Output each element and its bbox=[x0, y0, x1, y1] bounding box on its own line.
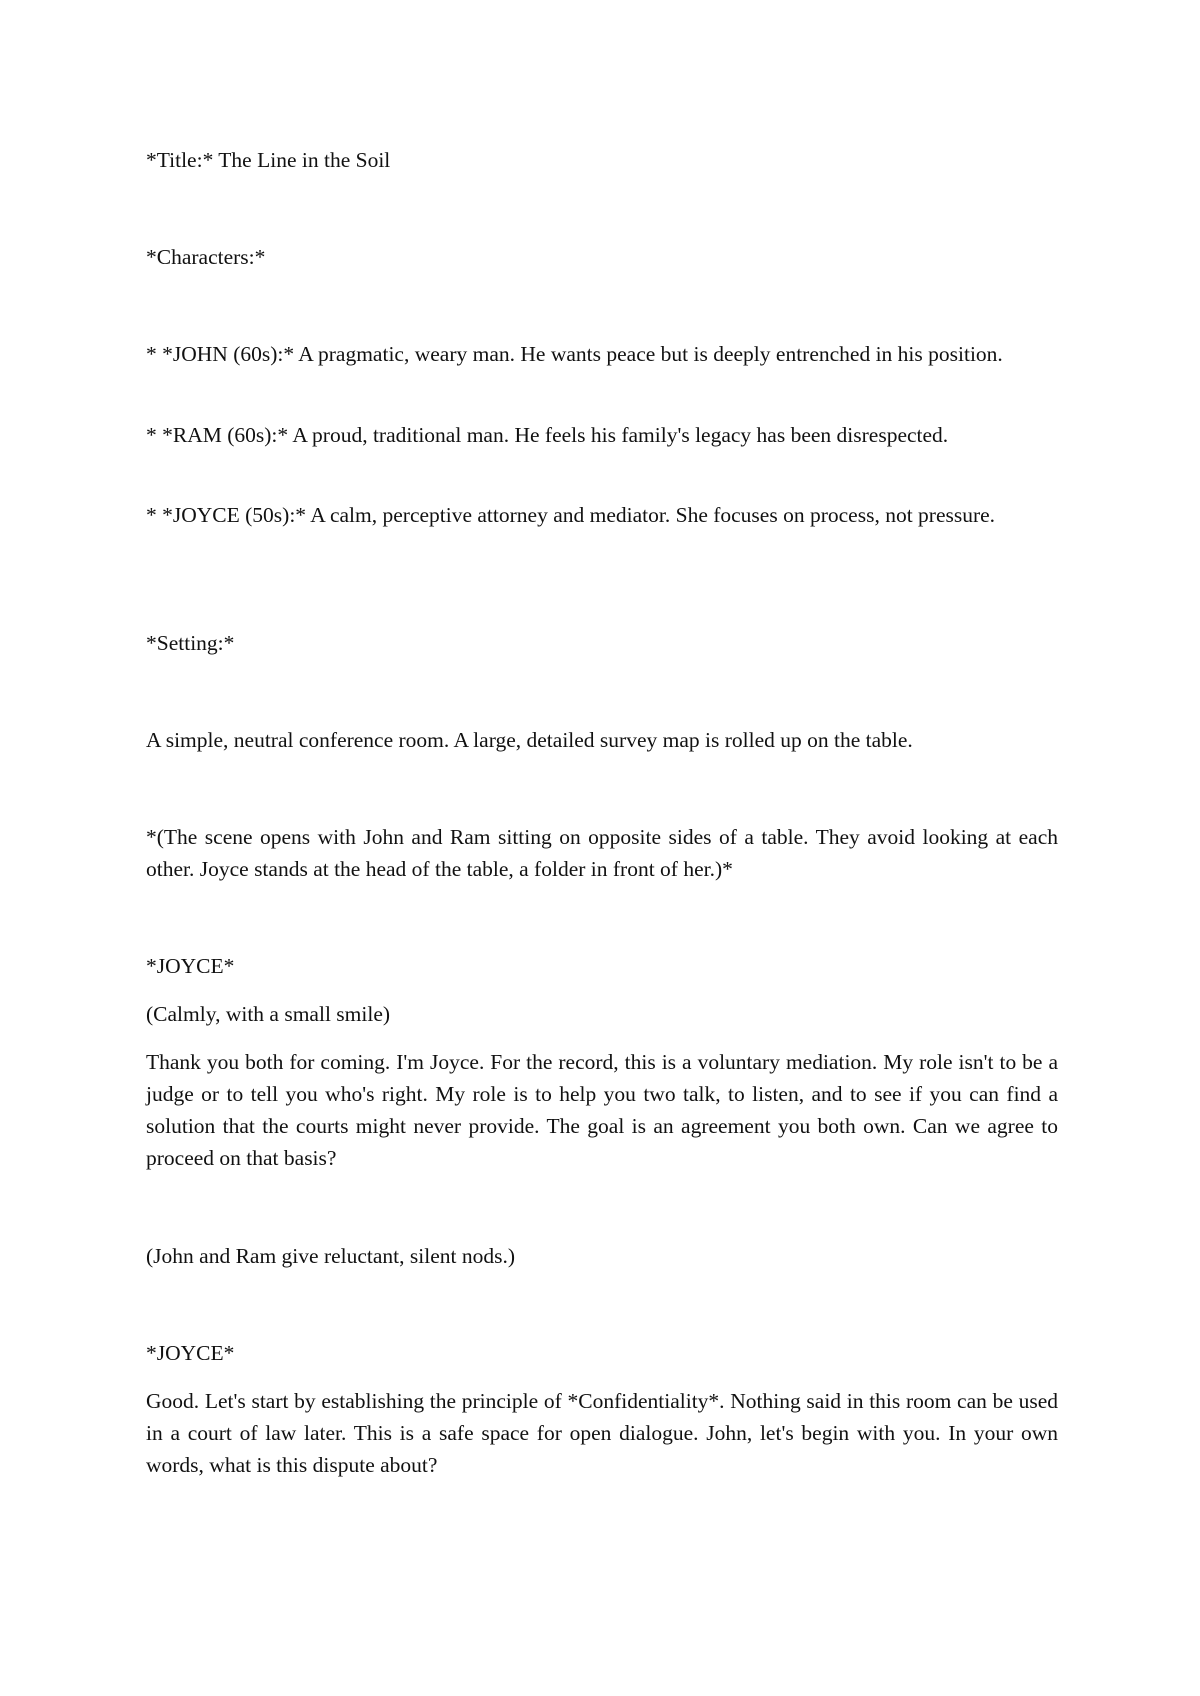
speaker-joyce-2: *JOYCE* bbox=[146, 1341, 235, 1365]
setting-text: A simple, neutral conference room. A large, detailed survey map is rolled up on the table. bbox=[146, 728, 913, 752]
dialogue-joyce-2: Good. Let's start by establishing the principle of *Confidentiality*. Nothing said in this room can be used in a court of law later. This is a safe space for open dialogue. John, let's begin with you. In your own words, what is this dispute about? bbox=[146, 1389, 1058, 1477]
title-line: *Title:* The Line in the Soil bbox=[146, 148, 391, 172]
character-john: * *JOHN (60s):* A pragmatic, weary man. He wants peace but is deeply entrenched in his position. bbox=[146, 342, 1003, 366]
setting-heading: *Setting:* bbox=[146, 631, 235, 655]
stage-direction-opening: *(The scene opens with John and Ram sitting on opposite sides of a table. They avoid looking at each other. Joyce stands at the head of the table, a folder in front of her.)* bbox=[146, 825, 1058, 881]
character-ram: * *RAM (60s):* A proud, traditional man. He feels his family's legacy has been disrespected. bbox=[146, 423, 949, 447]
dialogue-joyce-1: Thank you both for coming. I'm Joyce. For the record, this is a voluntary mediation. My role isn't to be a judge or to tell you who's right. My role is to help you two talk, to listen, and to see if you can find a solution that the courts might never provide. The goal is an agreement you both own. Can we agree to proceed on that basis? bbox=[146, 1050, 1058, 1170]
speaker-joyce-1: *JOYCE* bbox=[146, 954, 235, 978]
characters-heading: *Characters:* bbox=[146, 245, 266, 269]
character-joyce: * *JOYCE (50s):* A calm, perceptive attorney and mediator. She focuses on process, not pressure. bbox=[146, 503, 996, 527]
parenthetical-calmly: (Calmly, with a small smile) bbox=[146, 1002, 391, 1026]
stage-direction-nods: (John and Ram give reluctant, silent nods.) bbox=[146, 1244, 516, 1268]
